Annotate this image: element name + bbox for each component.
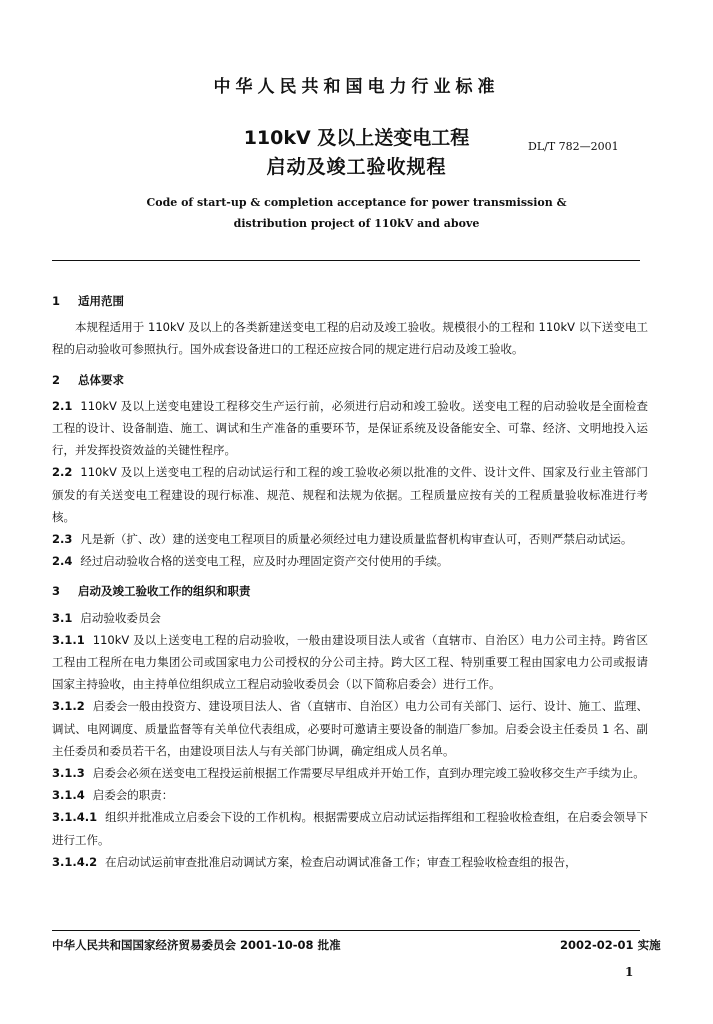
clause: [52, 806, 648, 850]
clause: [52, 851, 648, 873]
approval-note: 中华人民共和国国家经济贸易委员会 2001-10-08 批准: [52, 938, 341, 952]
section-heading: [52, 369, 648, 391]
clause-text: 110kV 及以上送变电工程的启动验收，一般由建设项目法人或省（直辖市、自治区）电力公司主持。跨省区工程由工程所在电力集团公司或国家电力公司授权的分公司主持。跨大区工程、特别重要工程由国家电力公司或报请国家主持验收，由主持单位组织成立工程启动验收委员会（以下简称启委会）进行工作。: [52, 632, 648, 692]
clause-text: 110kV 及以上送变电工程的启动试运行和工程的竣工验收必须以批准的文件、设计文件、国家及行业主管部门颁发的有关送变电工程建设的现行标准、规范、规程和法规为依据。工程质量应按有关的工程质量验收标准进行考核。: [52, 465, 648, 524]
section-number: 1: [52, 294, 61, 308]
clause-text: 凡是新（扩、改）建的送变电工程项目的质量必须经过电力建设质量监督机构审查认可，否则严禁启动试运。: [80, 532, 633, 547]
clause-number: 3.1: [52, 610, 73, 625]
clause: [52, 461, 648, 528]
section-heading: [52, 290, 648, 312]
english-title-line-2: distribution project of 110kV and above: [233, 217, 480, 230]
paragraph: 本规程适用于 110kV 及以上的各类新建送变电工程的启动及竣工验收。规模很小的工程和 110kV 以下送变电工程的启动验收可参照执行。国外成套设备进口的工程还应按合同的规定进行启动及竣工验收。: [52, 320, 648, 357]
document-title: [0, 124, 713, 182]
clause-text: 110kV 及以上送变电建设工程移交生产运行前，必须进行启动和竣工验收。送变电工程的启动验收是全面检查工程的设计、设备制造、施工、调试和生产准备的重要环节，是保证系统及设备能安全、可靠、经济、文明地投入运行，并发挥投资效益的关键性程序。: [52, 398, 648, 458]
english-title-line-1: Code of start-up & completion acceptance for power transmission &: [146, 196, 567, 209]
clause-number: 3.1.4.1: [52, 810, 98, 825]
clause-number: 2.4: [52, 554, 73, 569]
clause-number: 3.1.4.2: [52, 854, 98, 869]
clause-text: 启委会一般由投资方、建设项目法人、省（直辖市、自治区）电力公司有关部门、运行、设计、施工、监理、调试、电网调度、质量监督等有关单位代表组成，必要时可邀请主要设备的制造厂参加。启委会设主任委员 1 名、副主任委员和委员若干名，由建设项目法人与有关部门协调，确定组成人员名单。: [52, 699, 648, 758]
standard-number: DL/T 782—2001: [528, 140, 619, 153]
clause: [52, 695, 648, 762]
section-number: 3: [52, 584, 61, 599]
section-heading: [52, 580, 648, 602]
page-number: 1: [625, 965, 634, 979]
clause-number: 3.1.4: [52, 788, 85, 803]
title-line-1: 110kV 及以上送变电工程: [243, 127, 470, 149]
title-line-2: 启动及竣工验收规程: [266, 156, 447, 178]
clause-number: 2.3: [52, 532, 73, 547]
clause: [52, 762, 648, 784]
clause: [52, 395, 648, 462]
document-body: [52, 282, 648, 873]
clause-text: 启委会的职责：: [92, 788, 174, 803]
clause-number: 2.2: [52, 465, 73, 480]
clause: [52, 629, 648, 696]
clause-text: 启委会必须在送变电工程投运前根据工作需要尽早组成并开始工作，直到办理完竣工验收移交生产手续为止。: [92, 766, 645, 781]
clause-number: 3.1.3: [52, 766, 85, 781]
clause-number: 2.1: [52, 398, 73, 413]
clause-text: 启动验收委员会: [80, 610, 161, 625]
clause-text: 经过启动验收合格的送变电工程，应及时办理固定资产交付使用的手续。: [80, 554, 449, 569]
clause: [52, 784, 648, 806]
clause: [52, 528, 648, 550]
clause: [52, 550, 648, 572]
clause-text: 在启动试运前审查批准启动调试方案，检查启动调试准备工作；审查工程验收检查组的报告，: [105, 854, 577, 869]
top-divider: [52, 260, 640, 261]
clause-number: 3.1.2: [52, 699, 85, 714]
clause: [52, 607, 648, 629]
clause-text: 组织并批准成立启委会下设的工作机构。根据需要成立启动试运指挥组和工程验收检查组，在启委会领导下进行工作。: [52, 810, 648, 847]
section-number: 2: [52, 372, 61, 387]
section-title: 启动及竣工验收工作的组织和职责: [78, 584, 251, 599]
organization-title: 中华人民共和国电力行业标准: [213, 77, 500, 97]
bottom-divider: [52, 930, 640, 931]
effective-date: 2002-02-01 实施: [560, 938, 661, 952]
english-title: [80, 192, 633, 234]
section-title: 适用范围: [78, 294, 125, 308]
section-title: 总体要求: [78, 372, 125, 387]
clause-number: 3.1.1: [52, 632, 85, 647]
